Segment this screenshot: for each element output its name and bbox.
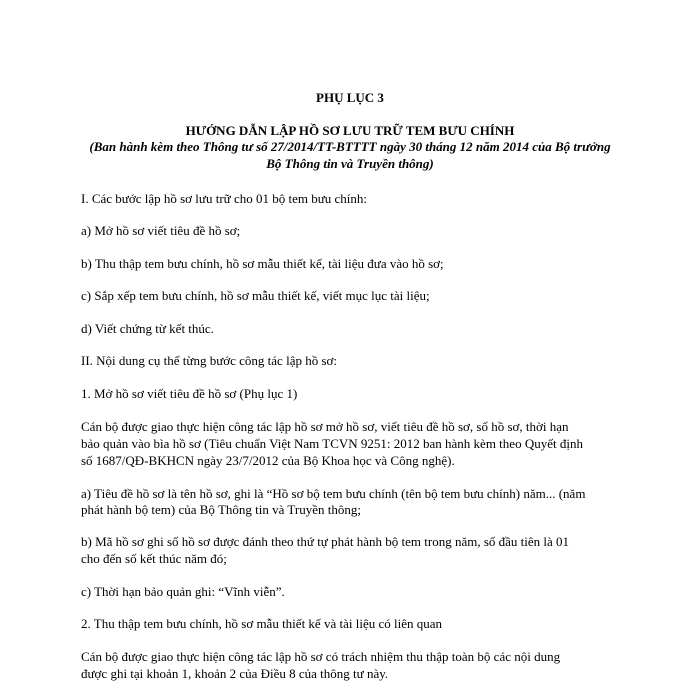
- step-a: a) Mở hồ sơ viết tiêu đề hồ sơ;: [81, 223, 241, 238]
- item1-para-line: bảo quản vào bìa hồ sơ (Tiêu chuẩn Việt Nam TCVN 9251: 2012 ban hành kèm theo Quyết định: [81, 436, 583, 451]
- item1-a-line: phát hành bộ tem) của Bộ Thông tin và Truyền thông;: [81, 502, 361, 517]
- item1-para-line: Cán bộ được giao thực hiện công tác lập hồ sơ mở hồ sơ, viết tiêu đề hồ sơ, số hồ sơ, thời hạn: [81, 419, 569, 434]
- item1-c: c) Thời hạn bảo quản ghi: “Vĩnh viễn”.: [81, 584, 285, 599]
- section2-title: II. Nội dung cụ thể từng bước công tác lập hồ sơ:: [81, 353, 338, 368]
- item1-a-line: a) Tiêu đề hồ sơ là tên hồ sơ, ghi là “Hồ sơ bộ tem bưu chính (tên bộ tem bưu chính) năm... (năm: [81, 486, 586, 501]
- step-d: d) Viết chứng từ kết thúc.: [81, 321, 214, 336]
- section1-title: I. Các bước lập hồ sơ lưu trữ cho 01 bộ tem bưu chính:: [81, 191, 367, 206]
- step-c: c) Sắp xếp tem bưu chính, hồ sơ mẫu thiết kế, viết mục lục tài liệu;: [81, 288, 430, 303]
- item1-para-line: số 1687/QĐ-BKHCN ngày 23/7/2012 của Bộ Khoa học và Công nghệ).: [81, 453, 455, 468]
- item1-b-line: b) Mã hồ sơ ghi số hồ sơ được đánh theo thứ tự phát hành bộ tem trong năm, số đầu tiên là 01: [81, 534, 570, 549]
- issued-line-2: Bộ Thông tin và Truyền thông): [266, 156, 434, 171]
- step-b: b) Thu thập tem bưu chính, hồ sơ mẫu thiết kế, tài liệu đưa vào hồ sơ;: [81, 256, 444, 271]
- issued-line-1: (Ban hành kèm theo Thông tư số 27/2014/TT-BTTTT ngày 30 tháng 12 năm 2014 của Bộ trưởng: [89, 139, 611, 154]
- item2-para-line: Cán bộ được giao thực hiện công tác lập hồ sơ có trách nhiệm thu thập toàn bộ các nội dung: [81, 649, 561, 664]
- item1-title: 1. Mở hồ sơ viết tiêu đề hồ sơ (Phụ lục 1): [81, 386, 298, 401]
- item2-title: 2. Thu thập tem bưu chính, hồ sơ mẫu thiết kế và tài liệu có liên quan: [81, 616, 442, 631]
- appendix-title: PHỤ LỤC 3: [316, 90, 384, 105]
- main-title: HƯỚNG DẪN LẬP HỒ SƠ LƯU TRỮ TEM BƯU CHÍNH: [185, 123, 515, 138]
- item2-para-line: được ghi tại khoản 1, khoản 2 của Điều 8 của thông tư này.: [81, 666, 389, 681]
- item1-b-line: cho đến số kết thúc năm đó;: [81, 551, 227, 566]
